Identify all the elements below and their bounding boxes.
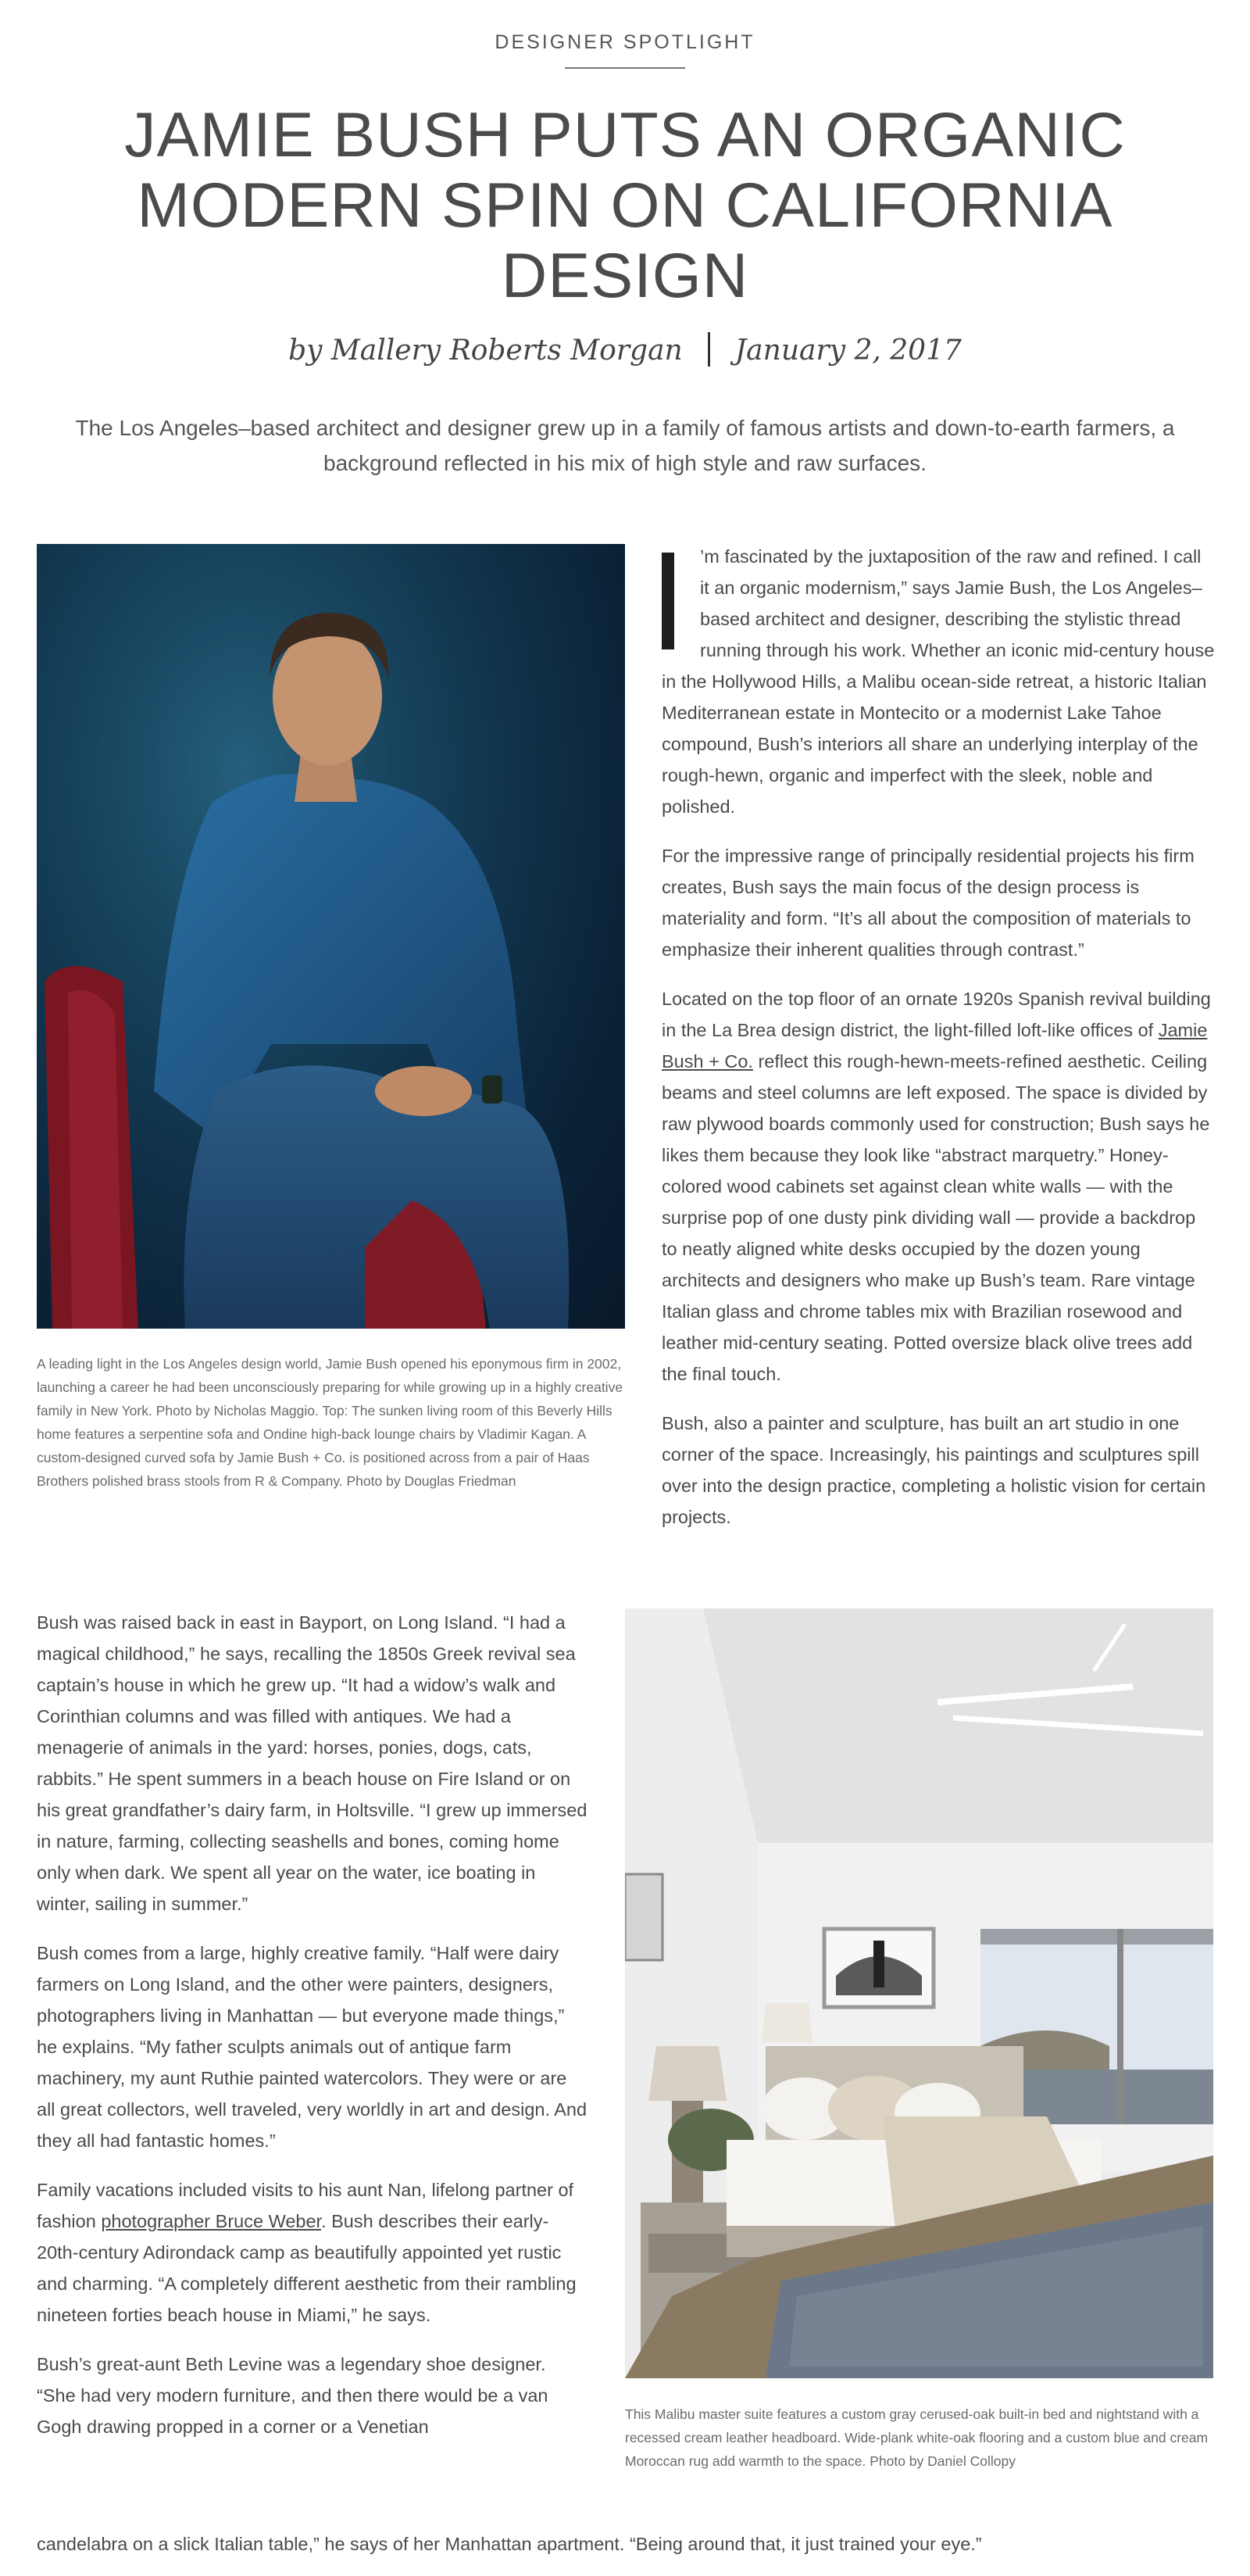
bruce-weber-link[interactable]: photographer Bruce Weber (101, 2211, 322, 2231)
paragraph-great-aunt: Bush’s great-aunt Beth Levine was a legendary shoe designer. “She had very modern furniture, and then there would be a van Gogh drawing propped in a corner or a Venetian (37, 2354, 548, 2437)
bedroom-caption: This Malibu master suite features a custom gray cerused-oak built-in bed and nightstand with a recessed cream leather headboard. Wide-plank white-oak flooring and a custom blue and cream Moroccan rug add warmth to the space. Photo by Daniel Collopy (625, 2406, 1209, 2469)
article-body-right-column (662, 541, 1215, 1551)
paragraph-opening-text: ’m fascinated by the juxtaposition of the raw and refined. I call it an organic modernism,” says Jamie Bush, the Los Angeles–based architect and designer, describing the stylistic thread running through his work. Whether an iconic mid-century house in the Hollywood Hills, a Malibu ocean-side retreat, a historic Italian Mediterranean estate in Montecito or a modernist Lake Tahoe compound, Bush’s interiors all share an underlying interplay of the rough-hewn, organic and imperfect with the sleek, noble and polished. (662, 546, 1215, 817)
paragraph-great-aunt-continued: candelabra on a slick Italian table,” he says of her Manhattan apartment. “Being around that, it just trained your eye.” (37, 2534, 982, 2554)
portrait-photo (37, 544, 625, 1329)
byline-separator (708, 332, 710, 367)
paragraph-materiality: For the impressive range of principally residential projects his firm creates, Bush says the main focus of the design process is materiality and form. “It’s all about the composition of materials to emphasize their inherent qualities through contrast.” (662, 846, 1195, 960)
kicker-divider (565, 67, 685, 69)
paragraph-vacations-lead: Family vacations included visits to his aunt Nan, lifelong partner of fashion (37, 2180, 574, 2231)
paragraph-family: Bush comes from a large, highly creative family. “Half were dairy farmers on Long Island, and the other were painters, designers, photographers living in Manhattan — but everyone made things,” he explains. “My father sculpts animals out of antique farm machinery, my aunt Ruthie painted watercolors. They were or are all great collectors, well traveled, very worldly in art and design. And they all had fantastic homes.” (37, 1943, 588, 2151)
article-title: JAMIE BUSH PUTS AN ORGANIC MODERN SPIN ON CALIFORNIA DESIGN (124, 100, 1126, 311)
article-body-left-column (37, 1607, 588, 2460)
paragraph-vacations (37, 2174, 588, 2331)
section-kicker: DESIGNER SPOTLIGHT (495, 31, 755, 53)
paragraph-offices-rest: reflect this rough-hewn-meets-refined aesthetic. Ceiling beams and steel columns are left exposed. The space is divided by raw plywood boards commonly used for construction; Bush says he likes them because they look like “abstract marquetry.” Honey-colored wood cabinets set against clean white walls — with the surprise pop of one dusty pink dividing wall — provide a backdrop to neatly aligned white desks occupied by the dozen young architects and designers who make up Bush’s team. Rare vintage Italian glass and chrome tables mix with Brazilian rosewood and leather mid-century seating. Potted oversize black olive trees add the final touch. (662, 1051, 1210, 1384)
article-dek: The Los Angeles–based architect and designer grew up in a family of famous artists and down-to-earth farmers, a background reflected in his mix of high style and raw surfaces. (75, 416, 1175, 475)
paragraph-studio: Bush, also a painter and sculpture, has built an art studio in one corner of the space. Increasingly, his paintings and sculptures spill over into the design practice, completing a holistic vision for certain projects. (662, 1413, 1206, 1527)
paragraph-vacations-rest: . Bush describes their early-20th-century Adirondack camp as beautifully appointed yet rustic and charming. “A completely different aesthetic from their rambling nineteen forties beach house in Miami,” he says. (37, 2211, 577, 2325)
bedroom-photo (625, 1608, 1213, 2378)
publish-date: January 2, 2017 (734, 335, 962, 367)
drop-cap (662, 553, 674, 649)
author-name: by Mallery Roberts Morgan (288, 335, 683, 367)
paragraph-childhood: Bush was raised back in east in Bayport, on Long Island. “I had a magical childhood,” he says, recalling the 1850s Greek revival sea captain’s house in which he grew up. “It had a widow’s walk and Corinthian columns and was filled with antiques. We had a menagerie of animals in the yard: horses, ponies, dogs, cats, rabbits.” He spent summers in a beach house on Fire Island or on his great grandfather’s dairy farm, in Holtsville. “I grew up immersed in nature, farming, collecting seashells and bones, coming home only when dark. We spent all year on the water, ice boating in winter, sailing in summer.” (37, 1612, 588, 1914)
paragraph-offices (662, 983, 1215, 1390)
paragraph-opening (662, 541, 1215, 822)
jamie-bush-co-link[interactable]: Jamie Bush + Co. (662, 1020, 1208, 1072)
portrait-caption: A leading light in the Los Angeles design world, Jamie Bush opened his eponymous firm in 2002, launching a career he had been unconsciously preparing for while growing up in a highly creative family in New York. Photo by Nicholas Maggio. Top: The sunken living room of this Beverly Hills home features a serpentine sofa and Ondine high-back lounge chairs by Vladimir Kagan. A custom-designed curved sofa by Jamie Bush + Co. is positioned across from a pair of Haas Brothers polished brass stools from R & Company. Photo by Douglas Friedman (37, 1356, 623, 1489)
byline (0, 335, 1250, 370)
paragraph-offices-lead: Located on the top floor of an ornate 1920s Spanish revival building in the La Brea design district, the light-filled loft-like offices of (662, 989, 1211, 1040)
